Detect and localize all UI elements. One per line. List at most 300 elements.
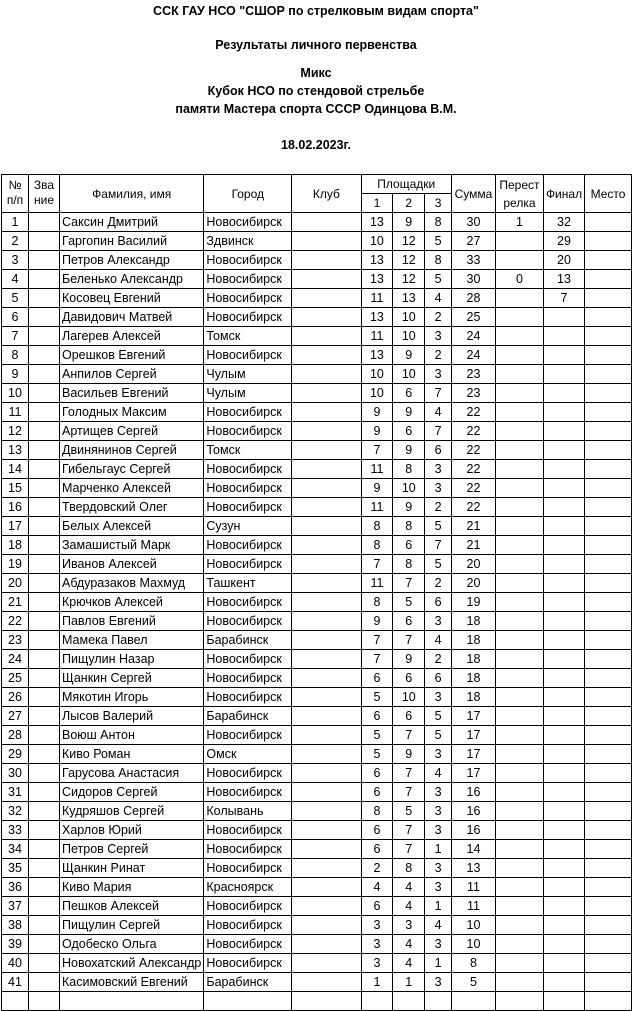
cell-num: 8	[2, 346, 29, 365]
cell-final	[543, 878, 584, 897]
table-row	[2, 726, 632, 745]
cell-final	[543, 498, 584, 517]
cell-range-3: 4	[425, 289, 452, 308]
cell-range-2: 7	[393, 840, 425, 859]
cell-place	[585, 232, 632, 251]
cell-name: Пищулин Сергей	[60, 916, 204, 935]
org-title: ССК ГАУ НСО "СШОР по стрелковым видам спорта"	[153, 4, 479, 18]
cell-city: Новосибирск	[204, 897, 292, 916]
cell-empty	[361, 992, 393, 1011]
cell-range-2: 6	[393, 612, 425, 631]
cell-num: 33	[2, 821, 29, 840]
table-row	[2, 669, 632, 688]
cell-sum: 22	[452, 460, 496, 479]
cell-sum: 10	[452, 935, 496, 954]
cell-final	[543, 745, 584, 764]
cell-range-1: 6	[361, 707, 393, 726]
cell-empty	[543, 992, 584, 1011]
cell-range-2: 7	[393, 631, 425, 650]
cell-shootoff: 0	[495, 270, 543, 289]
cell-range-3: 3	[425, 935, 452, 954]
cell-name: Твердовский Олег	[60, 498, 204, 517]
cell-name: Замашистый Марк	[60, 536, 204, 555]
cell-range-1: 6	[361, 783, 393, 802]
cell-place	[585, 460, 632, 479]
col-num: № п/п	[2, 175, 29, 213]
cell-final	[543, 650, 584, 669]
cell-rank	[29, 650, 60, 669]
cell-name: Сидоров Сергей	[60, 783, 204, 802]
cell-name: Щанкин Ринат	[60, 859, 204, 878]
cell-num: 11	[2, 403, 29, 422]
cell-shootoff	[495, 479, 543, 498]
memory-title: памяти Мастера спорта СССР Одинцова В.М.	[175, 102, 457, 116]
cell-range-3: 6	[425, 593, 452, 612]
cell-place	[585, 384, 632, 403]
cell-range-3: 2	[425, 498, 452, 517]
cell-num: 18	[2, 536, 29, 555]
table-row	[2, 954, 632, 973]
cell-final	[543, 802, 584, 821]
cell-rank	[29, 821, 60, 840]
cell-range-1: 2	[361, 859, 393, 878]
cell-sum: 21	[452, 536, 496, 555]
cell-shootoff	[495, 289, 543, 308]
cell-rank	[29, 726, 60, 745]
cell-range-3: 3	[425, 688, 452, 707]
table-row	[2, 498, 632, 517]
cell-club	[292, 460, 361, 479]
cell-place	[585, 574, 632, 593]
cell-name: Орешков Евгений	[60, 346, 204, 365]
cell-shootoff	[495, 574, 543, 593]
cell-shootoff	[495, 612, 543, 631]
cell-rank	[29, 384, 60, 403]
cell-place	[585, 802, 632, 821]
cell-place	[585, 631, 632, 650]
cell-city: Новосибирск	[204, 764, 292, 783]
col-rank: Звание	[29, 175, 60, 213]
cell-range-2: 8	[393, 555, 425, 574]
cell-num: 20	[2, 574, 29, 593]
header-row	[2, 175, 632, 194]
cell-range-2: 13	[393, 289, 425, 308]
cell-num: 14	[2, 460, 29, 479]
cell-sum: 18	[452, 631, 496, 650]
cell-num: 15	[2, 479, 29, 498]
cell-shootoff	[495, 878, 543, 897]
cell-num: 31	[2, 783, 29, 802]
table-row	[2, 745, 632, 764]
cell-range-1: 11	[361, 289, 393, 308]
cell-city: Чулым	[204, 384, 292, 403]
cell-shootoff	[495, 650, 543, 669]
col-city: Город	[204, 175, 292, 213]
cell-club	[292, 859, 361, 878]
table-row	[2, 935, 632, 954]
cell-name: Васильев Евгений	[60, 384, 204, 403]
cell-range-3: 3	[425, 460, 452, 479]
cell-range-1: 11	[361, 327, 393, 346]
cell-club	[292, 650, 361, 669]
cell-shootoff	[495, 764, 543, 783]
cell-range-3: 3	[425, 479, 452, 498]
cell-rank	[29, 289, 60, 308]
cell-range-1: 8	[361, 536, 393, 555]
cell-final: 32	[543, 213, 584, 232]
cell-rank	[29, 802, 60, 821]
cell-club	[292, 916, 361, 935]
cell-sum: 20	[452, 574, 496, 593]
cell-city: Новосибирск	[204, 954, 292, 973]
cell-range-3: 3	[425, 745, 452, 764]
cell-range-3: 8	[425, 251, 452, 270]
cell-num: 9	[2, 365, 29, 384]
cell-city: Новосибирск	[204, 213, 292, 232]
cell-club	[292, 403, 361, 422]
cell-name: Воюш Антон	[60, 726, 204, 745]
cell-city: Барабинск	[204, 707, 292, 726]
cell-place	[585, 289, 632, 308]
cell-range-2: 9	[393, 403, 425, 422]
cell-place	[585, 650, 632, 669]
cell-final	[543, 859, 584, 878]
cell-place	[585, 669, 632, 688]
table-row	[2, 859, 632, 878]
cell-final	[543, 479, 584, 498]
cell-shootoff	[495, 859, 543, 878]
cell-club	[292, 346, 361, 365]
cell-num: 24	[2, 650, 29, 669]
cell-name: Беленько Александр	[60, 270, 204, 289]
cell-place	[585, 916, 632, 935]
table-row	[2, 441, 632, 460]
cell-range-2: 3	[393, 916, 425, 935]
cell-range-2: 8	[393, 517, 425, 536]
cell-place	[585, 536, 632, 555]
cell-num: 2	[2, 232, 29, 251]
cell-range-2: 7	[393, 821, 425, 840]
cell-range-1: 13	[361, 213, 393, 232]
cell-num: 4	[2, 270, 29, 289]
cell-place	[585, 403, 632, 422]
cell-city: Новосибирск	[204, 460, 292, 479]
col-shootoff: Перестрелка	[495, 175, 543, 213]
cell-range-2: 10	[393, 479, 425, 498]
cell-final	[543, 688, 584, 707]
cell-range-3: 5	[425, 707, 452, 726]
cell-place	[585, 308, 632, 327]
cell-range-2: 10	[393, 308, 425, 327]
cell-rank	[29, 707, 60, 726]
cell-final	[543, 517, 584, 536]
cell-range-1: 13	[361, 346, 393, 365]
cell-city: Новосибирск	[204, 403, 292, 422]
cell-range-1: 11	[361, 460, 393, 479]
cell-sum: 18	[452, 688, 496, 707]
cell-num: 25	[2, 669, 29, 688]
cell-final	[543, 783, 584, 802]
cell-range-1: 6	[361, 821, 393, 840]
cell-rank	[29, 954, 60, 973]
cell-city: Новосибирск	[204, 346, 292, 365]
cell-place	[585, 764, 632, 783]
table-row	[2, 384, 632, 403]
table-row	[2, 479, 632, 498]
cell-shootoff	[495, 460, 543, 479]
cell-range-1: 9	[361, 479, 393, 498]
results-title: Результаты личного первенства	[215, 38, 417, 52]
cell-shootoff	[495, 688, 543, 707]
cell-range-1: 6	[361, 764, 393, 783]
cell-city: Томск	[204, 441, 292, 460]
cell-sum: 30	[452, 270, 496, 289]
table-row	[2, 365, 632, 384]
cell-sum: 17	[452, 707, 496, 726]
cell-city: Новосибирск	[204, 916, 292, 935]
cell-range-3: 5	[425, 270, 452, 289]
cell-rank	[29, 555, 60, 574]
cell-city: Новосибирск	[204, 251, 292, 270]
cell-club	[292, 802, 361, 821]
cell-name: Крючков Алексей	[60, 593, 204, 612]
cell-place	[585, 213, 632, 232]
cell-city: Чулым	[204, 365, 292, 384]
cell-sum: 17	[452, 764, 496, 783]
cell-place	[585, 251, 632, 270]
cell-range-1: 8	[361, 593, 393, 612]
cell-sum: 22	[452, 498, 496, 517]
cell-range-1: 9	[361, 422, 393, 441]
cell-range-1: 4	[361, 878, 393, 897]
cell-city: Красноярск	[204, 878, 292, 897]
cell-range-3: 5	[425, 726, 452, 745]
cell-sum: 21	[452, 517, 496, 536]
cell-city: Новосибирск	[204, 821, 292, 840]
cell-sum: 22	[452, 441, 496, 460]
cell-range-1: 7	[361, 555, 393, 574]
category-title: Микс	[300, 66, 332, 80]
cell-place	[585, 422, 632, 441]
cell-sum: 25	[452, 308, 496, 327]
cell-club	[292, 631, 361, 650]
cell-range-3: 2	[425, 650, 452, 669]
cell-city: Омск	[204, 745, 292, 764]
cell-sum: 24	[452, 327, 496, 346]
cell-num: 10	[2, 384, 29, 403]
cell-rank	[29, 935, 60, 954]
cell-name: Гарусова Анастасия	[60, 764, 204, 783]
cell-final: 7	[543, 289, 584, 308]
cell-range-1: 10	[361, 232, 393, 251]
cell-num: 19	[2, 555, 29, 574]
cell-sum: 18	[452, 669, 496, 688]
cell-range-3: 3	[425, 327, 452, 346]
cell-city: Новосибирск	[204, 289, 292, 308]
cell-sum: 20	[452, 555, 496, 574]
cell-range-2: 4	[393, 897, 425, 916]
cell-num: 38	[2, 916, 29, 935]
col-final: Финал	[543, 175, 584, 213]
cell-shootoff	[495, 802, 543, 821]
table-row	[2, 897, 632, 916]
cell-shootoff	[495, 422, 543, 441]
cell-shootoff: 1	[495, 213, 543, 232]
cell-range-2: 8	[393, 460, 425, 479]
cell-name: Пищулин Назар	[60, 650, 204, 669]
cell-final	[543, 403, 584, 422]
cell-range-2: 6	[393, 669, 425, 688]
cell-final	[543, 764, 584, 783]
cell-shootoff	[495, 669, 543, 688]
col-range-3: 3	[425, 194, 452, 213]
cell-range-1: 8	[361, 517, 393, 536]
cell-name: Абдуразаков Махмуд	[60, 574, 204, 593]
cell-city: Новосибирск	[204, 688, 292, 707]
col-sum: Сумма	[452, 175, 496, 213]
cell-empty	[585, 992, 632, 1011]
col-ranges: Площадки	[361, 175, 451, 194]
cell-num: 27	[2, 707, 29, 726]
cell-final	[543, 840, 584, 859]
cell-empty	[292, 992, 361, 1011]
cell-name: Мамека Павел	[60, 631, 204, 650]
table-row	[2, 403, 632, 422]
cell-club	[292, 536, 361, 555]
cell-name: Артищев Сергей	[60, 422, 204, 441]
cell-num: 41	[2, 973, 29, 992]
cell-rank	[29, 783, 60, 802]
cell-shootoff	[495, 403, 543, 422]
cell-range-3: 3	[425, 783, 452, 802]
cell-shootoff	[495, 973, 543, 992]
cell-range-3: 5	[425, 517, 452, 536]
cell-range-3: 8	[425, 213, 452, 232]
cell-name: Киво Роман	[60, 745, 204, 764]
cell-range-2: 9	[393, 745, 425, 764]
cell-range-2: 12	[393, 232, 425, 251]
cell-place	[585, 935, 632, 954]
cell-rank	[29, 973, 60, 992]
cell-final	[543, 384, 584, 403]
cell-name: Новохатский Александр	[60, 954, 204, 973]
cell-empty	[452, 992, 496, 1011]
cell-range-1: 1	[361, 973, 393, 992]
cell-range-1: 10	[361, 384, 393, 403]
cell-num: 32	[2, 802, 29, 821]
cell-shootoff	[495, 251, 543, 270]
table-row	[2, 973, 632, 992]
cell-sum: 11	[452, 878, 496, 897]
cell-club	[292, 669, 361, 688]
cell-final	[543, 707, 584, 726]
cell-final	[543, 726, 584, 745]
cell-range-1: 5	[361, 745, 393, 764]
cell-empty	[425, 992, 452, 1011]
cell-city: Колывань	[204, 802, 292, 821]
cell-club	[292, 707, 361, 726]
cell-city: Ташкент	[204, 574, 292, 593]
cell-sum: 19	[452, 593, 496, 612]
cell-rank	[29, 859, 60, 878]
cell-range-2: 10	[393, 688, 425, 707]
cell-club	[292, 213, 361, 232]
cell-club	[292, 612, 361, 631]
cell-num: 17	[2, 517, 29, 536]
cell-num: 1	[2, 213, 29, 232]
cell-sum: 22	[452, 422, 496, 441]
cell-range-2: 7	[393, 574, 425, 593]
cell-sum: 5	[452, 973, 496, 992]
cell-range-3: 5	[425, 232, 452, 251]
cell-sum: 24	[452, 346, 496, 365]
cell-range-2: 12	[393, 251, 425, 270]
cell-range-2: 7	[393, 764, 425, 783]
cell-place	[585, 954, 632, 973]
cell-club	[292, 783, 361, 802]
cell-final	[543, 897, 584, 916]
cell-range-3: 7	[425, 384, 452, 403]
cell-city: Новосибирск	[204, 555, 292, 574]
cell-range-3: 6	[425, 669, 452, 688]
table-row	[2, 802, 632, 821]
cell-empty	[495, 992, 543, 1011]
cell-range-2: 9	[393, 498, 425, 517]
cell-final	[543, 327, 584, 346]
cell-num: 30	[2, 764, 29, 783]
cell-name: Голодных Максим	[60, 403, 204, 422]
cell-place	[585, 441, 632, 460]
cell-place	[585, 612, 632, 631]
cell-name: Павлов Евгений	[60, 612, 204, 631]
cell-rank	[29, 460, 60, 479]
cell-final	[543, 460, 584, 479]
cell-sum: 17	[452, 726, 496, 745]
cell-sum: 8	[452, 954, 496, 973]
cell-club	[292, 688, 361, 707]
table-row	[2, 460, 632, 479]
cell-shootoff	[495, 365, 543, 384]
event-date: 18.02.2023г.	[281, 138, 351, 152]
cell-place	[585, 346, 632, 365]
table-row	[2, 270, 632, 289]
cell-place	[585, 479, 632, 498]
cell-club	[292, 821, 361, 840]
cell-club	[292, 745, 361, 764]
cell-club	[292, 973, 361, 992]
table-row	[2, 213, 632, 232]
cell-final	[543, 612, 584, 631]
cell-num: 3	[2, 251, 29, 270]
cell-sum: 23	[452, 365, 496, 384]
cell-name: Касимовский Евгений	[60, 973, 204, 992]
cell-name: Мякотин Игорь	[60, 688, 204, 707]
table-row	[2, 574, 632, 593]
cell-range-2: 4	[393, 954, 425, 973]
cell-range-1: 13	[361, 270, 393, 289]
cell-final	[543, 669, 584, 688]
cell-range-3: 3	[425, 973, 452, 992]
cell-final	[543, 935, 584, 954]
cell-range-2: 9	[393, 213, 425, 232]
cell-range-3: 3	[425, 859, 452, 878]
cell-rank	[29, 897, 60, 916]
cell-rank	[29, 232, 60, 251]
cell-range-3: 1	[425, 840, 452, 859]
cell-sum: 23	[452, 384, 496, 403]
table-row	[2, 346, 632, 365]
cell-rank	[29, 517, 60, 536]
